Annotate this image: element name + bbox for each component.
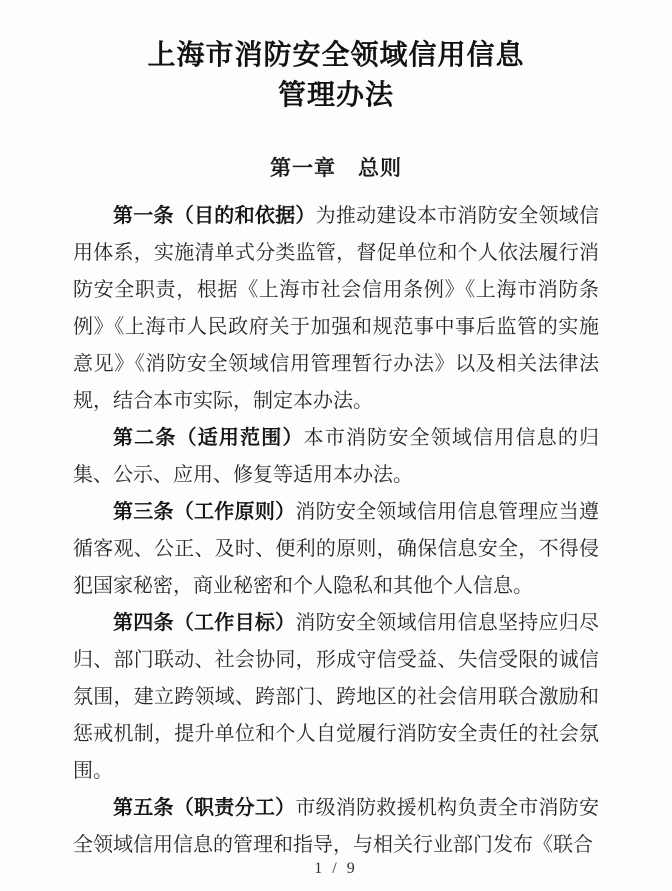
page-number: 1 / 9 bbox=[314, 860, 358, 877]
document-title bbox=[66, 36, 606, 116]
article-4-text: 消防安全领域信用信息坚持应归尽归、部门联动、社会协同，形成守信受益、失信受限的诚信氛围，建立跨领域、跨部门、跨地区的社会信用联合激励和惩戒机制，提升单位和个人自觉履行消防安全责任的社会氛围。 bbox=[73, 612, 600, 782]
document-body bbox=[73, 198, 599, 864]
article-2-paragraph bbox=[73, 420, 599, 494]
page-footer bbox=[0, 859, 672, 879]
article-1-paragraph bbox=[73, 198, 599, 420]
article-3-text: 消防安全领域信用信息管理应当遵循客观、公正、及时、便利的原则，确保信息安全，不得侵犯国家秘密，商业秘密和个人隐私和其他个人信息。 bbox=[73, 501, 600, 597]
chapter-heading: 第一章 总则 bbox=[270, 157, 402, 180]
article-2-text: 本市消防安全领域信用信息的归集、公示、应用、修复等适用本办法。 bbox=[73, 427, 600, 486]
article-3-paragraph bbox=[73, 494, 599, 605]
article-5-lead: 第五条（职责分工） bbox=[113, 797, 296, 819]
article-4-lead: 第四条（工作目标） bbox=[113, 612, 296, 634]
article-2-lead: 第二条（适用范围） bbox=[113, 427, 304, 449]
document-title-line2: 管理办法 bbox=[277, 80, 394, 111]
article-1-lead: 第一条（目的和依据） bbox=[113, 205, 316, 227]
article-4-paragraph bbox=[73, 605, 599, 790]
document-title-line1: 上海市消防安全领域信用信息 bbox=[147, 40, 525, 71]
article-5-paragraph bbox=[73, 790, 599, 864]
article-5-text: 市级消防救援机构负责全市消防安全领域信用信息的管理和指导，与相关行业部门发布《联合 bbox=[73, 797, 600, 856]
article-1-text: 为推动建设本市消防安全领域信用体系，实施清单式分类监管，督促单位和个人依法履行消防安全职责，根据《上海市社会信用条例》《上海市消防条例》《上海市人民政府关于加强和规范事中事后监管的实施意见》《消防安全领域信用管理暂行办法》以及相关法律法规，结合本市实际，制定本办法。 bbox=[73, 205, 600, 412]
article-3-lead: 第三条（工作原则） bbox=[113, 501, 296, 523]
